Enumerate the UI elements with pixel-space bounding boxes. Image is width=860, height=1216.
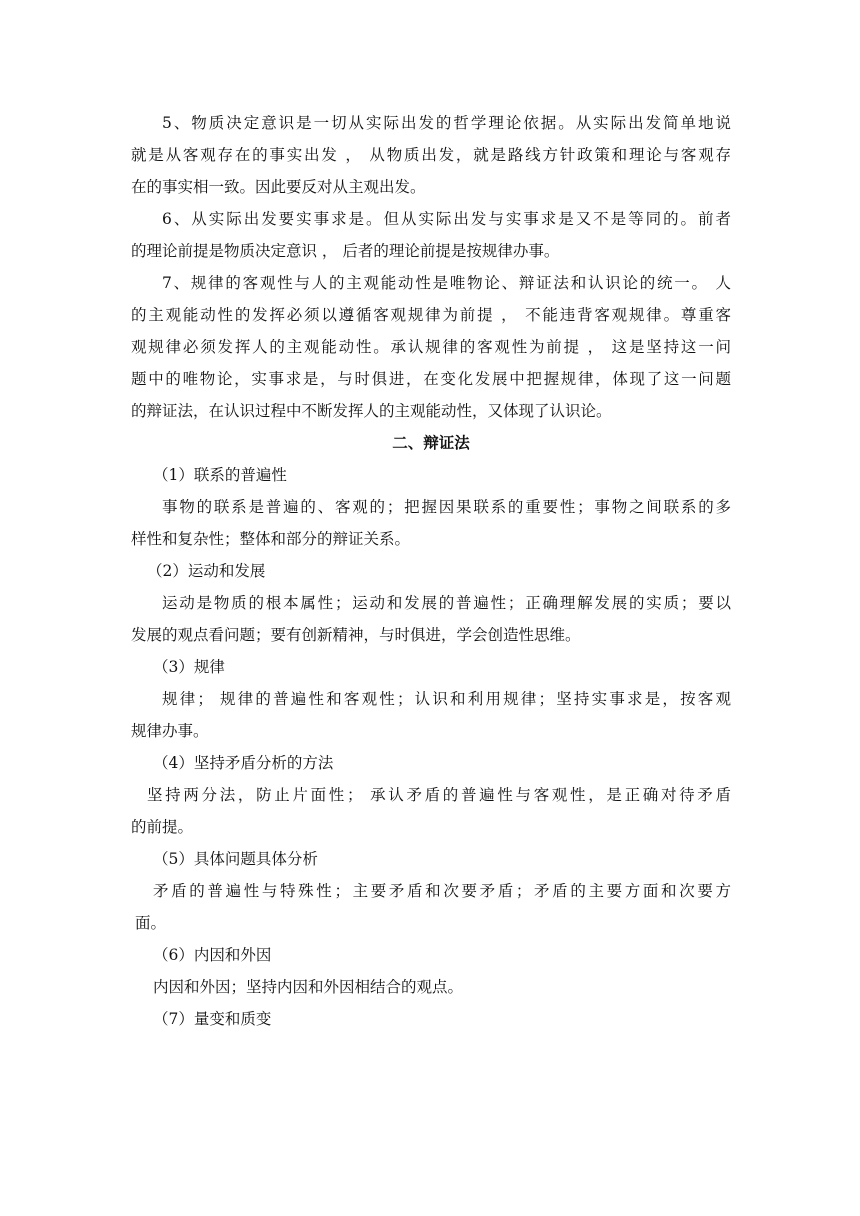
- item-4: [131, 747, 731, 843]
- item-7: [131, 1003, 731, 1035]
- item-title: （1）联系的普遍性: [153, 466, 287, 484]
- item-3: [131, 651, 731, 747]
- paragraph-5: [131, 107, 731, 203]
- paragraph-line: 的理论前提是物质决定意识 ， 后者的理论前提是按规律办事。: [131, 242, 560, 260]
- item-body-line: 运动是物质的根本属性；运动和发展的普遍性；正确理解发展的实质；要以: [162, 594, 731, 612]
- paragraph-line: 的主观能动性的发挥必须以遵循客观规律为前提 ， 不能违背客观规律。尊重客: [131, 306, 731, 324]
- paragraph-6: [131, 203, 731, 267]
- item-title: （6）内因和外因: [153, 946, 272, 964]
- paragraph-7: [131, 267, 731, 427]
- item-body-line: 矛盾的普遍性与特殊性；主要矛盾和次要矛盾；矛盾的主要方面和次要方: [153, 882, 731, 900]
- item-title: （2）运动和发展: [147, 562, 266, 580]
- item-body-line: 发展的观点看问题；要有创新精神，与时俱进，学会创造性思维。: [131, 626, 581, 644]
- paragraph-line: 观规律必须发挥人的主观能动性。承认规律的客观性为前提 ， 这是坚持这一问: [131, 338, 731, 356]
- paragraph-line: 6、从实际出发要实事求是。但从实际出发与实事求是又不是等同的。前者: [162, 210, 731, 228]
- item-title: （4）坚持矛盾分析的方法: [153, 754, 334, 772]
- item-body-line: 样性和复杂性；整体和部分的辩证关系。: [131, 530, 411, 548]
- item-body-line: 面。: [135, 914, 167, 932]
- item-2: [131, 555, 731, 651]
- item-5: [131, 843, 731, 939]
- paragraph-line: 就是从客观存在的事实出发 ， 从物质出发，就是路线方针政策和理论与客观存: [131, 146, 731, 164]
- item-title: （3）规律: [153, 658, 225, 676]
- paragraph-line: 7、规律的客观性与人的主观能动性是唯物论、辩证法和认识论的统一。 人: [162, 274, 731, 292]
- item-title: （5）具体问题具体分析: [153, 850, 318, 868]
- item-6: [131, 939, 731, 1003]
- item-body-line: 规律； 规律的普遍性和客观性；认识和利用规律；坚持实事求是，按客观: [162, 690, 731, 708]
- paragraph-line: 题中的唯物论，实事求是，与时俱进，在变化发展中把握规律，体现了这一问题: [131, 370, 731, 388]
- paragraph-line: 5、物质决定意识是一切从实际出发的哲学理论依据。从实际出发简单地说: [162, 114, 731, 132]
- item-body-line: 内因和外因；坚持内因和外因相结合的观点。: [153, 978, 464, 996]
- paragraph-line: 的辩证法，在认识过程中不断发挥人的主观能动性，又体现了认识论。: [131, 402, 612, 420]
- item-body-line: 坚持两分法，防止片面性； 承认矛盾的普遍性与客观性，是正确对待矛盾: [147, 786, 731, 804]
- paragraph-line: 在的事实相一致。因此要反对从主观出发。: [131, 178, 426, 196]
- item-body-line: 事物的联系是普遍的、客观的；把握因果联系的重要性；事物之间联系的多: [162, 498, 731, 516]
- document-content: [131, 107, 731, 1035]
- section-heading: 二、辩证法: [392, 434, 470, 452]
- item-1: [131, 459, 731, 555]
- item-body-line: 的前提。: [131, 818, 194, 836]
- item-body-line: 规律办事。: [131, 722, 209, 740]
- item-title: （7）量变和质变: [153, 1010, 272, 1028]
